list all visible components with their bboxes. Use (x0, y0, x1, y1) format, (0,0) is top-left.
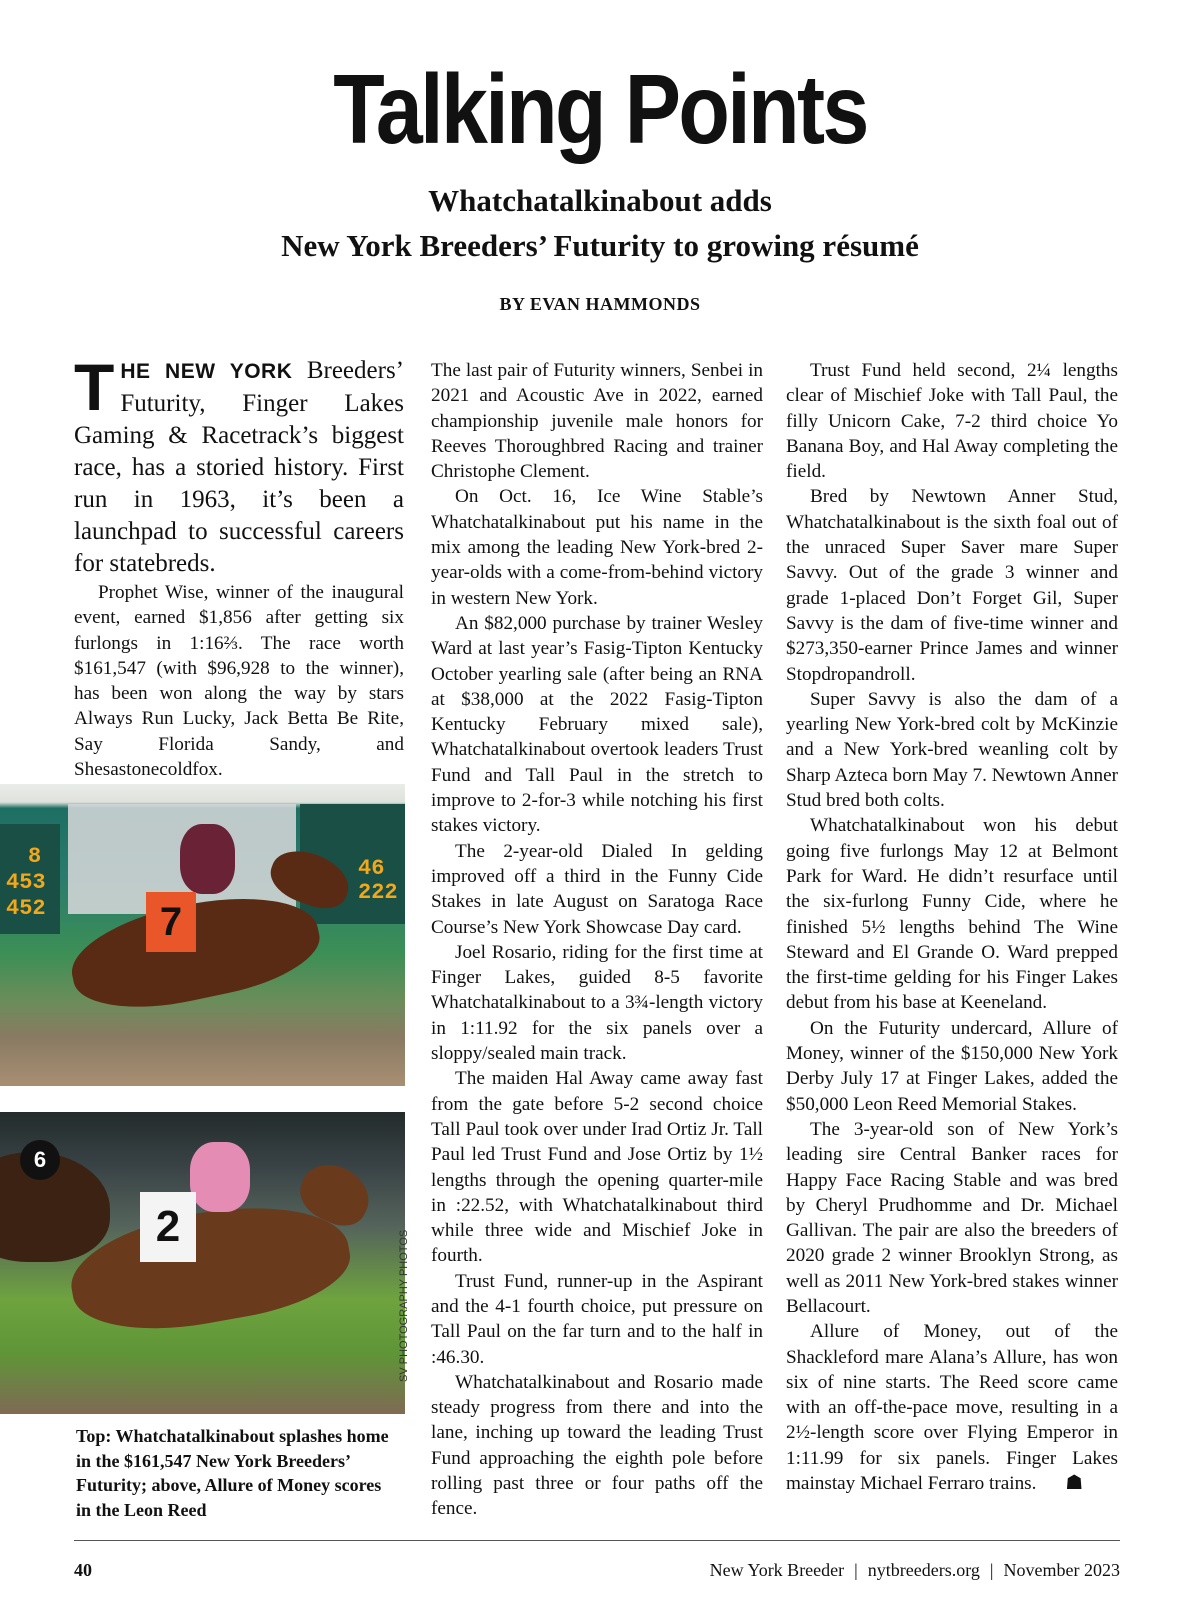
photo-credit: SV PHOTOGRAPHY PHOTOS (398, 1229, 410, 1382)
article-column-2 (431, 358, 763, 1522)
tote-digit: 222 (358, 880, 398, 905)
footer-separator: | (989, 1560, 994, 1580)
paragraph: An $82,000 purchase by trainer Wesley Ward at last year’s Fasig-Tipton Kentucky October yearling sale (after being an RNA at $38,000 at the 2022 Fasig-Tipton Kentucky February mixed sale), Whatchatalkinabout overtook leaders Trust Fund and Tall Paul in the stretch to improve to 2-for-3 while notching his first stakes victory. (431, 612, 763, 837)
drop-cap: T (74, 350, 115, 424)
lead-paragraph (74, 350, 404, 580)
jockey-silks (190, 1142, 250, 1212)
page-title: Talking Points (333, 54, 867, 164)
lead-text: Breeders’ Futurity, Finger Lakes Gaming & Racetrack’s biggest race, has a storied history. First run in 1963, it’s been a launchpad to successful careers for statebreds. (74, 357, 404, 577)
race-photo-futurity (0, 784, 405, 1086)
tote-digit: 8 (28, 844, 42, 869)
tote-digit: 452 (6, 896, 46, 921)
paragraph: The 3-year-old son of New York’s leading sire Central Banker races for Happy Face Racing Stable and was bred by Cheryl Prudhomme and Dr. Michael Gallivan. The pair are also the breeders of 2020 grade 2 winner Brooklyn Strong, as well as 2011 New York-bred stakes winner Bellacourt. (786, 1118, 1118, 1317)
paragraph: The maiden Hal Away came away fast from the gate before 5-2 second choice Tall Paul took over under Irad Ortiz Jr. Tall Paul led Trust Fund and Jose Ortiz by 1½ lengths through the opening quarter-mile in :22.52, with Whatchatalkinabout third while three wide and Mischief Joke in fourth. (431, 1068, 763, 1267)
photo-caption: Top: Whatchatalkinabout splashes home in the $161,547 New York Breeders’ Futurity; above, Allure of Money scores in the Leon Reed (76, 1426, 389, 1520)
footer-info (710, 1560, 1120, 1581)
tote-digit: 453 (6, 870, 46, 895)
website: nytbreeders.org (867, 1560, 980, 1580)
subtitle-line-1: Whatchatalkinabout adds (428, 183, 772, 218)
paragraph: Joel Rosario, riding for the first time at Finger Lakes, guided 8-5 favorite Whatchatalkinabout to a 3¾-length victory in 1:11.92 for the six panels over a sloppy/sealed main track. (431, 941, 763, 1065)
paragraph-final (786, 1319, 1118, 1496)
byline: BY EVAN HAMMONDS (499, 294, 701, 314)
jockey-silks (180, 824, 235, 894)
paragraph: Super Savvy is also the dam of a yearling New York-bred colt by McKinzie and a New York-bred weanling colt by Sharp Azteca born May 7. Newtown Anner Stud bred both colts. (786, 688, 1118, 812)
paragraph: Trust Fund held second, 2¼ lengths clear of Mischief Joke with Tall Paul, the filly Unicorn Cake, 7-2 third choice Yo Banana Boy, and Hal Away completing the field. (786, 360, 1118, 483)
race-photo-leon-reed (0, 1112, 405, 1414)
saddlecloth-number: 2 (140, 1192, 196, 1262)
paragraph: Trust Fund, runner-up in the Aspirant and the 4-1 fourth choice, put pressure on Tall Paul on the far turn and to the half in :46.30. (431, 1270, 763, 1368)
issue-date: November 2023 (1003, 1560, 1120, 1580)
paragraph: Whatchatalkinabout won his debut going five furlongs May 12 at Belmont Park for Ward. He didn’t resurface until the six-furlong Funny Cide, where he finished 5½ lengths behind The Wine Steward and El Grande O. Ward prepped the first-time gelding for his Finger Lakes debut from his base at Keeneland. (786, 815, 1118, 1014)
end-mark-icon: ☗ (1065, 1472, 1084, 1495)
page-number: 40 (74, 1560, 92, 1580)
article-column-1 (74, 350, 404, 782)
tote-digit: 46 (358, 856, 385, 881)
saddlecloth-number: 6 (20, 1140, 60, 1180)
subtitle-line-2: New York Breeders’ Futurity to growing résumé (281, 228, 919, 263)
paragraph: The last pair of Futurity winners, Senbei in 2021 and Acoustic Ave in 2022, earned championship juvenile male honors for Reeves Thoroughbred Racing and trainer Christophe Clement. (431, 360, 763, 483)
paragraph: Bred by Newtown Anner Stud, Whatchatalkinabout is the sixth foal out of the unraced Super Saver mare Super Savvy. Out of the grade 3 winner and grade 1-placed Don’t Forget Gil, Super Savvy is the dam of five-time winner and $273,350-earner Prince James and winner Stopdropandroll. (786, 486, 1118, 685)
paragraph: On Oct. 16, Ice Wine Stable’s Whatchatalkinabout put his name in the mix among the leading New York-bred 2-year-olds with a come-from-behind victory in western New York. (431, 486, 763, 609)
paragraph: Prophet Wise, winner of the inaugural event, earned $1,856 after getting six furlongs in 1:16⅔. The race worth $161,547 (with $96,928 to the winner), has been won along the way by stars Always Run Lucky, Jack Betta Be Rite, Say Florida Sandy, and Shesastonecoldfox. (74, 582, 404, 781)
saddlecloth-number: 7 (146, 892, 196, 952)
footer-separator: | (854, 1560, 858, 1580)
paragraph: Whatchatalkinabout and Rosario made steady progress from there and into the lane, inching up toward the leading Trust Fund approaching the eighth pole before rolling past three or four paths off the fence. (431, 1371, 763, 1520)
footer-rule (74, 1540, 1120, 1541)
paragraph: The 2-year-old Dialed In gelding improved off a third in the Funny Cide Stakes in late August on Saratoga Race Course’s New York Showcase Day card. (431, 840, 763, 938)
paragraph: On the Futurity undercard, Allure of Money, winner of the $150,000 New York Derby July 17 at Finger Lakes, added the $50,000 Leon Reed Memorial Stakes. (786, 1017, 1118, 1115)
publication-name: New York Breeder (709, 1560, 845, 1580)
paragraph-text: Allure of Money, out of the Shackleford mare Alana’s Allure, has won six of nine starts. The Reed score came with an off-the-pace move, resulting in a 2½-length score over Flying Emperor in 1:11.99 for six panels. Finger Lakes mainstay Michael Ferraro trains. (786, 1321, 1118, 1495)
lead-caps: HE NEW YORK (120, 360, 293, 383)
article-column-3 (786, 358, 1118, 1496)
